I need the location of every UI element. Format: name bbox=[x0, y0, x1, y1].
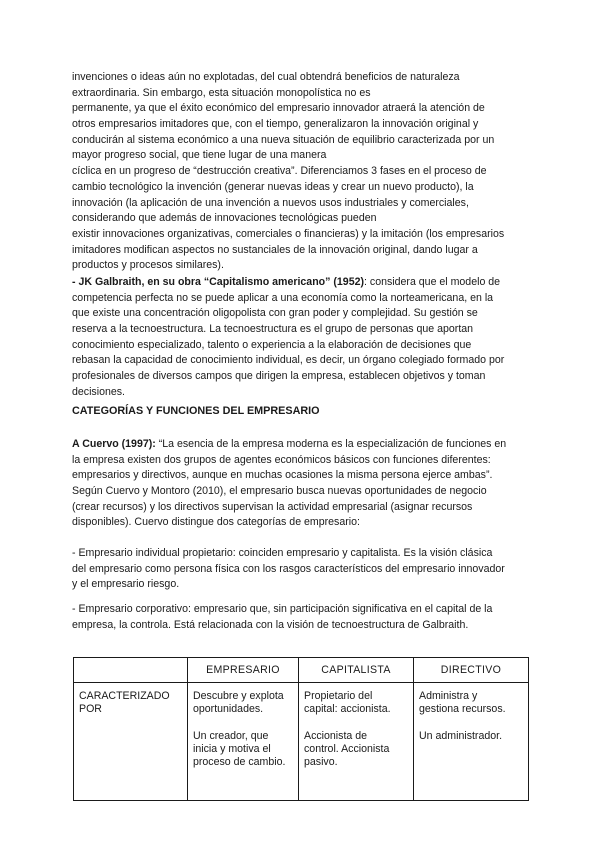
text-line: innovación (la aplicación de una invención a nuevos usos industriales y comerciales, bbox=[72, 196, 469, 209]
text-line: del empresario como persona física con los rasgos característicos del empresario innovador bbox=[72, 562, 505, 575]
cell-text: pasivo. bbox=[304, 756, 338, 768]
cell-text: gestiona recursos. bbox=[419, 703, 506, 715]
text-line: Según Cuervo y Montoro (2010), el empresario busca nuevas oportunidades de negocio bbox=[72, 485, 487, 498]
cell-text: Un creador, que bbox=[193, 730, 269, 742]
cell-text: Accionista de bbox=[304, 730, 368, 742]
text-line: mayor progreso social, que tiene lugar de una manera bbox=[72, 149, 327, 162]
cell-text: Un administrador. bbox=[419, 730, 503, 742]
table-cell-capitalista bbox=[299, 683, 414, 801]
text-line: productos y procesos similares). bbox=[72, 259, 224, 272]
cell-text: Administra y bbox=[419, 690, 478, 702]
cell-text: control. Accionista bbox=[304, 743, 390, 755]
cell-text: CARACTERIZADO bbox=[79, 690, 170, 702]
text-line: - Empresario individual propietario: coinciden empresario y capitalista. Es la visión clásica bbox=[72, 547, 493, 559]
categories-table bbox=[73, 657, 529, 801]
text-run: “La esencia de la empresa moderna es la especialización de funciones en bbox=[155, 438, 507, 450]
cell-spacer bbox=[193, 716, 293, 730]
heading-text: CATEGORÍAS Y FUNCIONES DEL EMPRESARIO bbox=[72, 405, 320, 417]
text-line: conocimiento especializado, talento o experiencia a la elaboración de decisiones que bbox=[72, 338, 472, 351]
cell-spacer bbox=[419, 716, 523, 730]
text-line: disponibles). Cuervo distingue dos categorías de empresario: bbox=[72, 516, 360, 529]
table-header-cell: EMPRESARIO bbox=[188, 658, 299, 683]
text-line: conducirán al sistema económico a una nueva situación de equilibrio caracterizada por un bbox=[72, 133, 495, 146]
table-header-cell bbox=[74, 658, 188, 683]
text-line: la empresa existen dos grupos de agentes económicos básicos con funciones diferentes: bbox=[72, 453, 491, 466]
text-line: imitadores modifican aspectos no sustanciales de la innovación original, dando lugar a bbox=[72, 243, 478, 256]
cell-text: Descubre y explota bbox=[193, 690, 284, 702]
text-line: y el empresario riesgo. bbox=[72, 578, 180, 591]
paragraph-individual bbox=[72, 546, 532, 593]
table-header-row bbox=[74, 658, 529, 683]
table-row-label bbox=[74, 683, 188, 801]
text-line: (crear recursos) y los directivos supervisan la actividad empresarial (asignar recursos bbox=[72, 500, 473, 513]
cell-text: POR bbox=[79, 703, 102, 715]
cell-text: inicia y motiva el bbox=[193, 743, 271, 755]
text-line: considerando que además de innovaciones tecnológicas pueden bbox=[72, 212, 377, 225]
text-line: permanente, ya que el éxito económico del empresario innovador atraerá la atención de bbox=[72, 102, 485, 115]
text-line: existir innovaciones organizativas, comerciales o financieras) y la imitación (los empresarios bbox=[72, 227, 505, 240]
text-line: profesionales de diversos campos que dirigen la empresa, establecen objetivos y toman bbox=[72, 370, 486, 383]
text-run: : considera que el modelo de bbox=[364, 276, 501, 288]
cell-text: proceso de cambio. bbox=[193, 756, 286, 768]
table-cell-directivo bbox=[414, 683, 529, 801]
text-line: empresa, la controla. Está relacionada con la visión de tecnoestructura de Galbraith. bbox=[72, 618, 469, 631]
text-line: cambio tecnológico la invención (generar nuevas ideas y crear un nuevo producto), la bbox=[72, 180, 474, 193]
cell-text: Propietario del bbox=[304, 690, 373, 702]
text-line bbox=[72, 275, 532, 291]
text-line: extraordinaria. Sin embargo, esta situación monopolística no es bbox=[72, 86, 371, 99]
cell-text: capital: accionista. bbox=[304, 703, 391, 715]
text-line bbox=[72, 437, 532, 453]
text-line: reserva a la tecnoestructura. La tecnoestructura es el grupo de personas que aportan bbox=[72, 323, 474, 336]
text-line: decisiones. bbox=[72, 385, 125, 398]
cell-spacer bbox=[304, 716, 408, 730]
table-cell-empresario bbox=[188, 683, 299, 801]
galbraith-reference: - JK Galbraith, en su obra “Capitalismo americano” (1952) bbox=[72, 276, 365, 288]
text-line: otros empresarios imitadores que, con el tiempo, generalizaron la innovación original y bbox=[72, 118, 479, 131]
table-header-cell: DIRECTIVO bbox=[414, 658, 529, 683]
section-heading bbox=[72, 404, 532, 420]
paragraph-cuervo bbox=[72, 437, 532, 531]
text-line: - Empresario corporativo: empresario que, sin participación significativa en el capital de la bbox=[72, 603, 493, 615]
text-line: rebasan la capacidad de conocimiento individual, es decir, un órgano colegiado formado por bbox=[72, 354, 505, 367]
cell-text: oportunidades. bbox=[193, 703, 264, 715]
paragraph-innovation bbox=[72, 70, 532, 274]
paragraph-corporativo bbox=[72, 602, 532, 633]
text-line: invenciones o ideas aún no explotadas, del cual obtendrá beneficios de naturaleza bbox=[72, 71, 460, 83]
table-header-cell: CAPITALISTA bbox=[299, 658, 414, 683]
paragraph-galbraith bbox=[72, 275, 532, 401]
text-line: cíclica en un progreso de “destrucción creativa”. Diferenciamos 3 fases en el proceso de bbox=[72, 165, 487, 178]
table-row bbox=[74, 683, 529, 801]
text-line: que existe una concentración oligopolista con gran poder y complejidad. Su gestión se bbox=[72, 307, 478, 320]
text-line: competencia perfecta no se puede aplicar a una economía como la norteamericana, en la bbox=[72, 291, 494, 304]
cuervo-reference: A Cuervo (1997): bbox=[72, 438, 156, 450]
text-line: empresarios y directivos, aunque en muchas ocasiones la misma persona ejerce ambas”. bbox=[72, 469, 493, 482]
